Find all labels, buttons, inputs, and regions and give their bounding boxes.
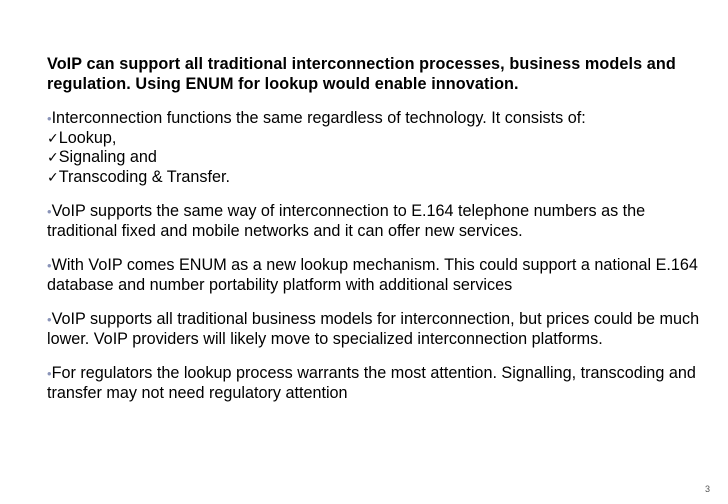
checkmark-icon: ✓ xyxy=(47,168,59,185)
check-text: Transcoding & Transfer. xyxy=(58,167,230,186)
page-number: 3 xyxy=(704,484,710,494)
slide-heading: VoIP can support all traditional interconnection processes, business models and regulation. Using ENUM for lookup would enable innovation. xyxy=(47,55,676,93)
check-item-lookup xyxy=(47,129,715,149)
bullet-text: VoIP supports all traditional business models for interconnection, but prices could be much lower. VoIP providers will likely move to specialized interconnection platforms. xyxy=(47,310,700,348)
bullet-text: For regulators the lookup process warrants the most attention. Signalling, transcoding and transfer may not need regulatory attention xyxy=(47,364,696,402)
bullet-icon: • xyxy=(47,366,52,381)
bullet-item xyxy=(47,364,715,403)
interconnection-block xyxy=(47,109,715,187)
check-text: Signaling and xyxy=(58,148,157,166)
bullet-item xyxy=(47,256,715,295)
bullet-icon: • xyxy=(47,258,52,273)
check-text: Lookup, xyxy=(58,128,117,147)
bullet-text: Interconnection functions the same regardless of technology. It consists of: xyxy=(51,109,586,127)
check-item-transcoding xyxy=(47,168,715,188)
bullet-icon: • xyxy=(47,111,52,126)
bullet-text: With VoIP comes ENUM as a new lookup mechanism. This could support a national E.164 database and number portability platform with additional services xyxy=(47,256,698,294)
check-item-signaling xyxy=(47,148,715,168)
bullet-icon: • xyxy=(47,204,52,219)
checkmark-icon: ✓ xyxy=(47,149,59,165)
bullet-icon: • xyxy=(47,312,52,327)
bullet-item-intro xyxy=(47,109,715,129)
bullet-item xyxy=(47,202,715,241)
bullet-text: VoIP supports the same way of interconnection to E.164 telephone numbers as the traditional fixed and mobile networks and it can offer new services. xyxy=(47,202,646,240)
bullet-item xyxy=(47,310,715,349)
slide-content xyxy=(47,54,715,418)
checkmark-icon: ✓ xyxy=(47,129,59,146)
